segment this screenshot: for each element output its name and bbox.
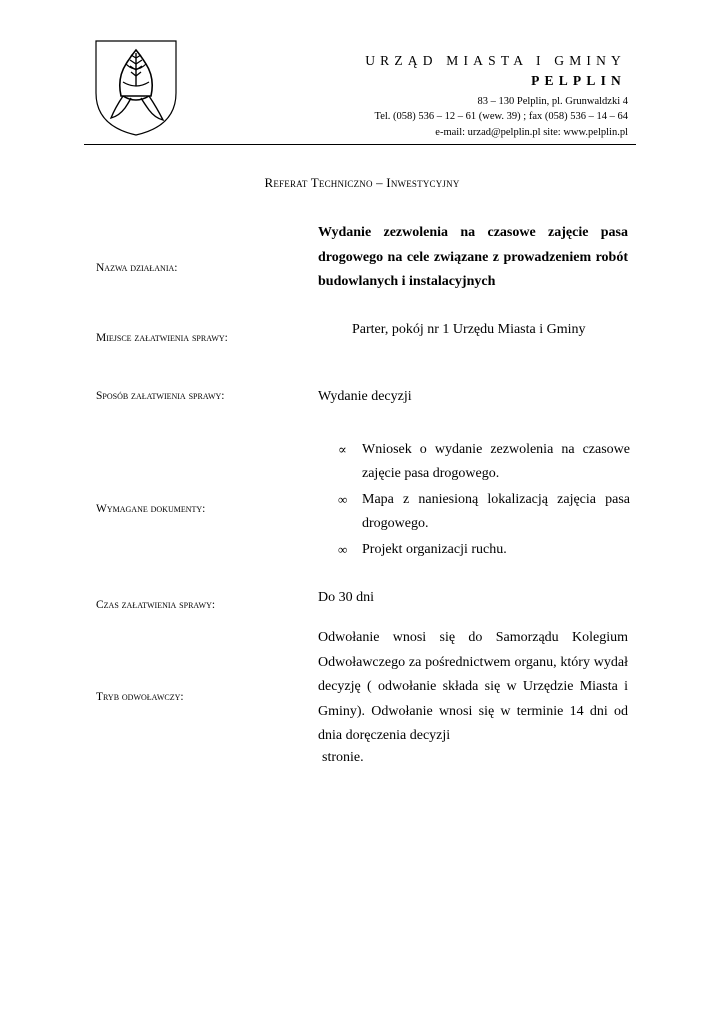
label-sposob-zalatwienia: Sposób załatwienia sprawy: [96,390,225,402]
value-czas-zalatwienia: Do 30 dni [318,590,374,605]
label-wymagane-dokumenty: Wymagane dokumenty: [96,503,206,515]
label-tryb-odwolawczy: Tryb odwoławczy: [96,691,184,703]
value-tryb-odwolawczy-tail: stronie. [322,750,364,765]
coat-of-arms-crest [93,38,179,138]
department-title: Referat Techniczno – Inwestycyjny [264,175,460,190]
value-miejsce-zalatwienia: Parter, pokój nr 1 Urzędu Miasta i Gminy [352,322,586,337]
list-item [338,488,630,536]
list-item [338,538,630,562]
org-city: PELPLIN [531,73,626,88]
address-line: 83 – 130 Pelplin, pl. Grunwaldzki 4 [477,96,628,107]
proportional-bullet-icon: ∝ [338,442,347,457]
list-item [338,438,630,486]
value-sposob-zalatwienia: Wydanie decyzji [318,389,412,404]
label-nazwa-dzialania: Nazwa działania: [96,262,178,274]
org-name: URZĄD MIASTA I GMINY [365,53,626,68]
email-website-line: e-mail: urzad@pelplin.pl site: www.pelplin.pl [435,127,628,138]
document-item-text: Projekt organizacji ruchu. [362,542,507,557]
header-divider [84,144,636,145]
infinity-bullet-icon: ∞ [338,542,348,557]
value-tryb-odwolawczy: Odwołanie wnosi się do Samorządu Kolegium Odwoławczego za pośrednictwem organu, który wydał decyzję ( odwołanie składa się w Urzędzie Miasta i Gminy). Odwołanie wnosi się w terminie 14 dni od dnia doręczenia decyzji [318,630,628,743]
phone-fax-line: Tel. (058) 536 – 12 – 61 (wew. 39) ; fax (058) 536 – 14 – 64 [374,111,628,122]
label-czas-zalatwienia: Czas załatwienia sprawy: [96,599,216,611]
label-miejsce-zalatwienia: Miejsce załatwienia sprawy: [96,332,228,344]
document-item-text: Wniosek o wydanie zezwolenia na czasowe zajęcie pasa drogowego. [362,442,630,481]
value-nazwa-dzialania: Wydanie zezwolenia na czasowe zajęcie pasa drogowego na cele związane z prowadzeniem robót budowlanych i instalacyjnych [318,225,628,289]
infinity-bullet-icon: ∞ [338,492,348,507]
document-item-text: Mapa z naniesioną lokalizacją zajęcia pasa drogowego. [362,492,630,531]
required-documents-list [338,438,630,564]
